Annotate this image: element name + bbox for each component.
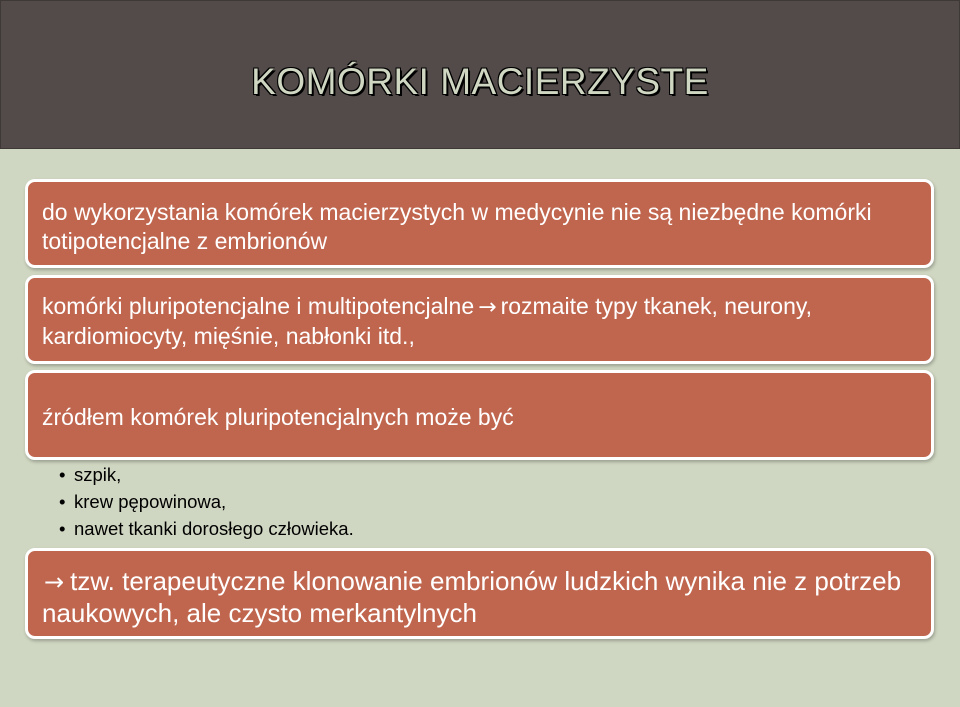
box-4-text: tzw. terapeutyczne klonowanie embrionów ludzkich wynika nie z potrzeb naukowych, ale czysto merkantylnych <box>42 566 902 628</box>
content-box-1 <box>25 179 934 268</box>
content-box-3 <box>25 370 934 460</box>
content-box-2 <box>25 275 934 364</box>
list-item <box>59 461 354 488</box>
box-1-text: do wykorzystania komórek macierzystych w medycynie nie są niezbędne komórki totipotencjalne z embrionów <box>42 199 872 254</box>
right-arrow-icon: → <box>478 295 497 320</box>
list-item <box>59 515 354 542</box>
list-item-text: szpik, <box>74 464 122 485</box>
title-bar <box>0 0 960 149</box>
box-2-text-after: rozmaite typy tkanek, neurony, kardiomiocyty, mięśnie, nabłonki itd., <box>42 293 813 349</box>
sources-list <box>59 461 354 542</box>
list-item <box>59 488 354 515</box>
content-box-4 <box>25 548 934 639</box>
right-arrow-icon: → <box>44 568 65 596</box>
list-item-text: nawet tkanki dorosłego człowieka. <box>74 518 354 539</box>
box-2-text-before: komórki pluripotencjalne i multipotencjalne <box>42 293 475 319</box>
box-3-text: źródłem komórek pluripotencjalnych może być <box>42 404 514 430</box>
list-item-text: krew pępowinowa, <box>74 491 227 512</box>
slide-title: KOMÓRKI MACIERZYSTE <box>251 61 709 102</box>
